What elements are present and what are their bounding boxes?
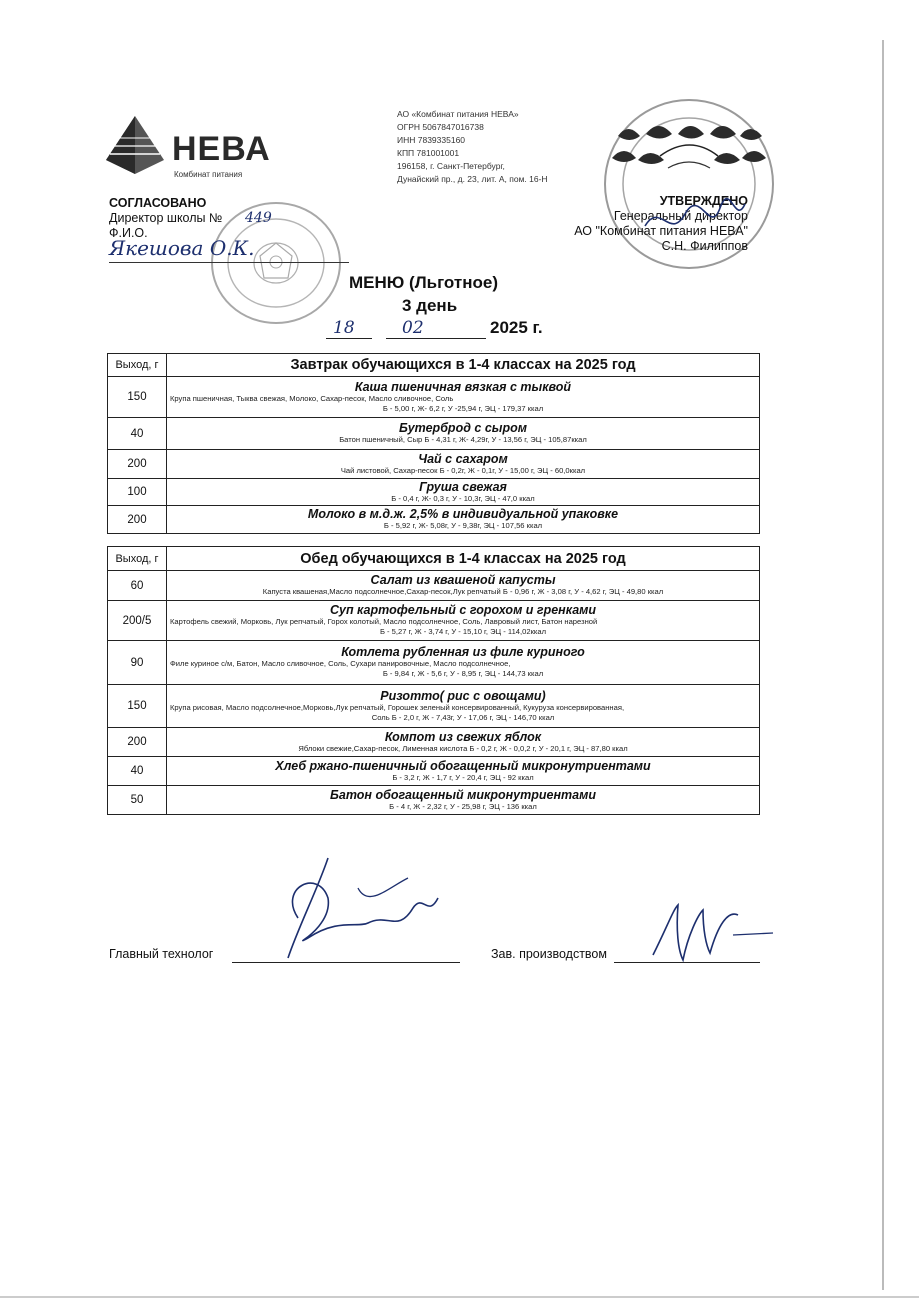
company-line: АО «Комбинат питания НЕВА» bbox=[397, 109, 519, 119]
dish-ingredients: Крупа рисовая, Масло подсолнечное,Морковь,Лук репчатый, Горошек зеленый консервированный, Кукуруза консервированная, bbox=[170, 702, 625, 712]
logo-subtitle: Комбинат питания bbox=[174, 170, 243, 179]
table-row bbox=[108, 418, 760, 450]
item-cell bbox=[167, 479, 760, 506]
school-stamp bbox=[208, 198, 344, 328]
table-row bbox=[108, 479, 760, 506]
item-yield: 150 bbox=[108, 685, 167, 728]
item-yield: 100 bbox=[108, 479, 167, 506]
item-yield: 200 bbox=[108, 728, 167, 757]
item-cell bbox=[167, 601, 760, 641]
date-month: 02 bbox=[402, 318, 424, 338]
table-row bbox=[108, 571, 760, 601]
date-day: 18 bbox=[333, 318, 355, 338]
table-row bbox=[108, 757, 760, 786]
table-row bbox=[108, 685, 760, 728]
scan-edge-right bbox=[882, 40, 884, 1290]
agreed-label: СОГЛАСОВАНО bbox=[109, 196, 207, 210]
item-cell bbox=[167, 757, 760, 786]
company-details bbox=[397, 108, 548, 186]
company-line: КПП 781001001 bbox=[397, 148, 460, 158]
table-header-row bbox=[108, 354, 760, 377]
dish-ingredients: Картофель свежий, Морковь, Лук репчатый, Горох колотый, Масло подсолнечное, Соль, Лавровый лист, Батон нарезной bbox=[170, 617, 598, 626]
logo-wordmark: НЕВА bbox=[172, 130, 271, 168]
breakfast-table bbox=[107, 353, 760, 534]
item-yield: 200 bbox=[108, 450, 167, 479]
technologist-signature bbox=[258, 848, 458, 968]
dish-name: Ризотто( рис с овощами) bbox=[380, 688, 546, 703]
company-line: ИНН 7839335160 bbox=[397, 135, 466, 145]
director-position: Директор школы № bbox=[109, 211, 223, 225]
scan-edge-bottom bbox=[0, 1296, 919, 1298]
production-signature bbox=[648, 895, 778, 967]
dish-name: Чай с сахаром bbox=[418, 451, 508, 466]
lunch-table bbox=[107, 546, 760, 815]
item-yield: 50 bbox=[108, 786, 167, 815]
table-row bbox=[108, 786, 760, 815]
table-row bbox=[108, 506, 760, 534]
table-row bbox=[108, 728, 760, 757]
fio-label: Ф.И.О. bbox=[109, 226, 148, 240]
logo-diamond-icon bbox=[104, 114, 166, 176]
item-yield: 200/5 bbox=[108, 601, 167, 641]
technologist-label: Главный технолог bbox=[109, 947, 214, 961]
date-month-line bbox=[386, 338, 486, 339]
approved-name: С.Н. Филиппов bbox=[661, 239, 748, 253]
dish-nutrition: Б - 0,4 г, Ж- 0,3 г, У - 10,3г, ЭЦ - 47,0 ккал bbox=[391, 493, 535, 503]
company-line: ОГРН 5067847016738 bbox=[397, 122, 484, 132]
item-cell bbox=[167, 641, 760, 685]
item-cell bbox=[167, 506, 760, 534]
dish-name: Компот из свежих яблок bbox=[384, 729, 542, 744]
breakfast-heading: Завтрак обучающихся в 1-4 классах на 2025 год bbox=[167, 354, 760, 377]
yield-header: Выход, г bbox=[108, 547, 167, 571]
dish-nutrition: Капуста квашеная,Масло подсолнечное,Сахар-песок,Лук репчатый Б - 0,96 г, Ж - 3,08 г, У - 4,62 г, ЭЦ - 49,80 ккал bbox=[262, 587, 664, 596]
director-signature-line bbox=[109, 262, 349, 263]
dish-nutrition: Б - 4 г, Ж - 2,32 г, У - 25,98 г, ЭЦ - 136 ккал bbox=[389, 801, 537, 811]
item-yield: 90 bbox=[108, 641, 167, 685]
item-yield: 200 bbox=[108, 506, 167, 534]
dish-name: Молоко в м.д.ж. 2,5% в индивидуальной упаковке bbox=[307, 507, 619, 521]
company-line: 196158, г. Санкт-Петербург, bbox=[397, 161, 505, 171]
dish-nutrition: Б - 5,00 г, Ж- 6,2 г, У -25,94 г, ЭЦ - 179,37 ккал bbox=[382, 403, 544, 413]
dish-name: Котлета рубленная из филе куриного bbox=[341, 645, 585, 659]
dish-nutrition: Б - 5,92 г, Ж- 5,08г, У - 9,38г, ЭЦ - 107,56 ккал bbox=[383, 521, 543, 530]
dish-name: Хлеб ржано-пшеничный обогащенный микронутриентами bbox=[275, 758, 651, 773]
dish-nutrition: Яблоки свежие,Сахар-песок, Лименная кислота Б - 0,2 г, Ж - 0,0,2 г, У - 20,1 г, ЭЦ - 87,80 ккал bbox=[298, 743, 628, 753]
dish-nutrition: Б - 3,2 г, Ж - 1,7 г, У - 20,4 г, ЭЦ - 92 ккал bbox=[392, 772, 534, 782]
menu-day: 3 день bbox=[402, 296, 458, 315]
item-yield: 150 bbox=[108, 377, 167, 418]
date-day-line bbox=[326, 338, 372, 339]
approved-company: АО "Комбинат питания НЕВА" bbox=[574, 224, 748, 238]
dish-ingredients: Филе куриное с/м, Батон, Масло сливочное, Соль, Сухари панировочные, Масло подсолнечное, bbox=[170, 659, 511, 668]
approved-label: УТВЕРЖДЕНО bbox=[659, 194, 748, 208]
item-yield: 40 bbox=[108, 418, 167, 450]
date-year: 2025 г. bbox=[490, 318, 543, 337]
table-row bbox=[108, 601, 760, 641]
dish-name: Бутерброд с сыром bbox=[399, 421, 527, 435]
school-number: 449 bbox=[245, 210, 272, 226]
dish-name: Каша пшеничная вязкая с тыквой bbox=[354, 379, 572, 394]
item-cell bbox=[167, 450, 760, 479]
dish-nutrition: Б - 5,27 г, Ж - 3,74 г, У - 15,10 г, ЭЦ - 114,02ккал bbox=[379, 627, 547, 636]
director-signature bbox=[640, 196, 750, 246]
yield-header: Выход, г bbox=[108, 354, 167, 377]
company-line: Дунайский пр., д. 23, лит. А, пом. 16-Н bbox=[397, 174, 548, 184]
dish-ingredients: Крупа пшеничная, Тыква свежая, Молоко, Сахар-песок, Масло сливочное, Соль bbox=[170, 393, 454, 403]
dish-nutrition: Чай листовой, Сахар-песок Б - 0,2г, Ж - 0,1г, У - 15,00 г, ЭЦ - 60,0ккал bbox=[340, 465, 586, 475]
lunch-heading: Обед обучающихся в 1-4 классах на 2025 год bbox=[167, 547, 760, 571]
director-signature-name: Якешова О.К. bbox=[109, 236, 255, 260]
item-cell bbox=[167, 418, 760, 450]
agreed-block bbox=[109, 196, 222, 241]
approved-position: Генеральный директор bbox=[613, 209, 748, 223]
neva-logo bbox=[104, 114, 284, 184]
menu-title: МЕНЮ (Льготное) bbox=[349, 273, 498, 292]
item-cell bbox=[167, 377, 760, 418]
table-row bbox=[108, 377, 760, 418]
table-row bbox=[108, 450, 760, 479]
dish-name: Суп картофельный с горохом и гренками bbox=[329, 603, 597, 617]
item-yield: 40 bbox=[108, 757, 167, 786]
table-header-row bbox=[108, 547, 760, 571]
table-row bbox=[108, 641, 760, 685]
item-yield: 60 bbox=[108, 571, 167, 601]
production-label: Зав. производством bbox=[491, 947, 607, 961]
dish-name: Салат из квашеной капусты bbox=[370, 573, 556, 587]
dish-nutrition: Батон пшеничный, Сыр Б - 4,31 г, Ж- 4,29г, У - 13,56 г, ЭЦ - 105,87ккал bbox=[339, 435, 587, 444]
dish-nutrition: Б - 9,84 г, Ж - 5,6 г, У - 8,95 г, ЭЦ - 144,73 ккал bbox=[382, 669, 544, 678]
item-cell bbox=[167, 685, 760, 728]
item-cell bbox=[167, 571, 760, 601]
item-cell bbox=[167, 786, 760, 815]
item-cell bbox=[167, 728, 760, 757]
dish-name: Груша свежая bbox=[419, 479, 507, 494]
dish-name: Батон обогащенный микронутриентами bbox=[330, 787, 596, 802]
dish-nutrition: Соль Б - 2,0 г, Ж - 7,43г, У - 17,06 г, ЭЦ - 146,70 ккал bbox=[371, 712, 555, 722]
